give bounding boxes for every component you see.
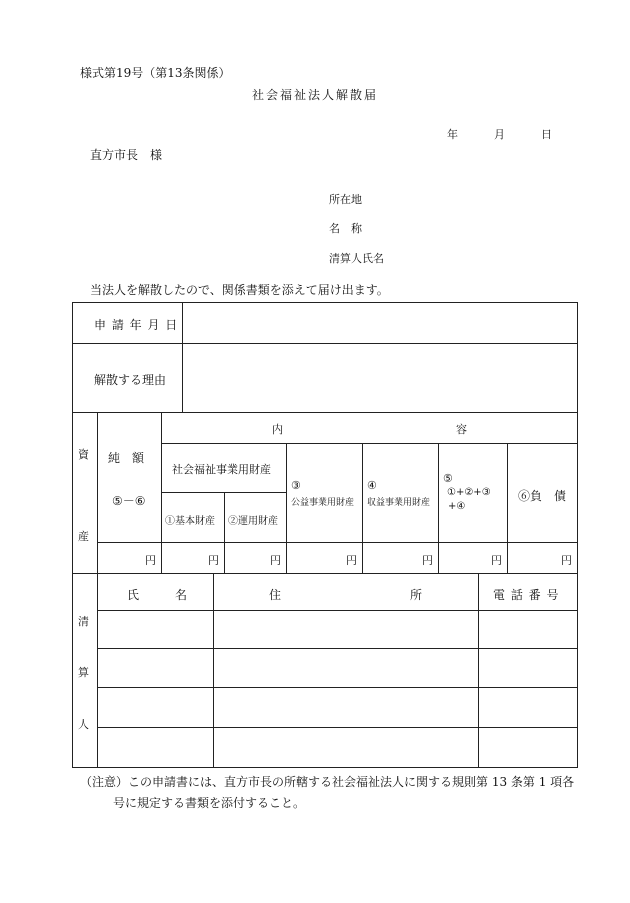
liquidator-name-label: 清算人氏名	[329, 252, 384, 265]
liquidator-label-3: 人	[78, 718, 89, 731]
name-label: 名 称	[329, 222, 362, 235]
reason-label: 解散する理由	[94, 373, 167, 387]
note-line-2: 号に規定する書類を添付すること。	[113, 796, 306, 810]
welfare-property-label: 社会福祉事業用財産	[172, 463, 271, 476]
assets-label-top: 資	[78, 448, 89, 461]
date-day-label: 日	[541, 128, 552, 141]
addressee: 直方市長 様	[90, 148, 163, 162]
application-date-label: 申 請 年 月 日	[94, 318, 179, 332]
name-header-1: 氏	[127, 588, 140, 602]
page-title: 社会福祉法人解散届	[252, 88, 379, 102]
sum-formula-line2: +④	[448, 501, 466, 512]
revenue-property-label: 収益事業用財産	[367, 498, 431, 508]
yen-net: 円	[145, 554, 156, 567]
address-header-1: 住	[269, 588, 282, 602]
liquidator-label-2: 算	[78, 666, 89, 679]
operating-property-label: ②運用財産	[228, 516, 278, 527]
sum-formula-line1: ①+②+③	[447, 487, 491, 498]
basic-property-label: ①基本財産	[165, 516, 215, 527]
form-number: 様式第19号（第13条関係）	[80, 66, 231, 80]
sum-number: ⑤	[443, 472, 453, 485]
reason-field[interactable]	[184, 346, 576, 410]
address-header-2: 所	[410, 588, 423, 602]
date-month-label: 月	[494, 128, 505, 141]
revenue-property-number: ④	[367, 479, 377, 492]
net-amount-formula: ⑤－⑥	[112, 494, 146, 508]
yen-public: 円	[346, 554, 357, 567]
yen-operating: 円	[270, 554, 281, 567]
net-amount-label: 純 額	[108, 451, 145, 465]
public-property-label: 公益事業用財産	[291, 498, 355, 508]
yen-basic: 円	[208, 554, 219, 567]
contents-label-1: 内	[272, 423, 283, 436]
yen-liabilities: 円	[561, 554, 572, 567]
note-line-1: （注意）この申請書には、直方市長の所轄する社会福祉法人に関する規則第 13 条第 1 項各	[80, 775, 575, 789]
public-property-number: ③	[291, 479, 301, 492]
address-label: 所在地	[329, 193, 362, 206]
intro-text: 当法人を解散したので、関係書類を添えて届け出ます。	[90, 283, 389, 297]
yen-sum: 円	[491, 554, 502, 567]
contents-label-2: 容	[456, 423, 467, 436]
liquidator-label-1: 清	[78, 615, 89, 628]
date-year-label: 年	[447, 128, 458, 141]
application-date-field[interactable]	[180, 316, 576, 340]
assets-label-bottom: 産	[78, 530, 89, 543]
liabilities-label: ⑥負 債	[518, 489, 567, 503]
phone-header: 電 話 番 号	[493, 588, 560, 602]
name-header-2: 名	[175, 588, 188, 602]
yen-revenue: 円	[422, 554, 433, 567]
